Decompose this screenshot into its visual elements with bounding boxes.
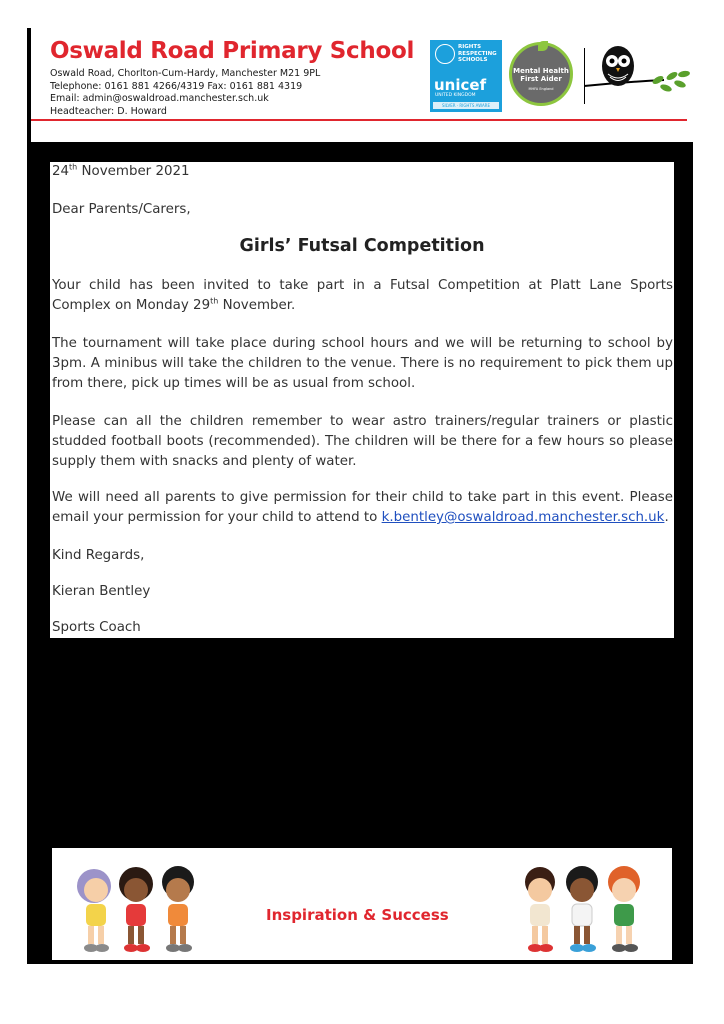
leaf-icon xyxy=(538,41,548,51)
unicef-country: UNITED KINGDOM xyxy=(435,93,476,98)
email-link[interactable]: k.bentley@oswaldroad.manchester.sch.uk xyxy=(381,510,665,525)
letter-body xyxy=(50,162,674,638)
mhfa-title: Mental Health First Aider xyxy=(513,67,569,83)
letter-signer-name: Kieran Bentley xyxy=(52,584,151,599)
unicef-award-strip: SILVER · RIGHTS AWARE xyxy=(433,102,499,109)
school-headteacher: Headteacher: D. Howard xyxy=(50,105,167,117)
owl-on-branch-logo xyxy=(584,44,690,104)
unicef-wordmark: unicef xyxy=(434,76,487,94)
school-telephone: Telephone: 0161 881 4266/4319 Fax: 0161 881 4319 xyxy=(50,80,303,92)
letter-paragraph-1: Your child has been invited to take part in a Futsal Competition at Platt Lane Sports Complex on Monday 29th November. xyxy=(52,278,673,313)
letter-closing: Kind Regards, xyxy=(52,548,145,563)
school-email: Email: admin@oswaldroad.manchester.sch.uk xyxy=(50,93,269,104)
school-motto: Inspiration & Success xyxy=(266,906,449,924)
letter-date: 24th November 2021 xyxy=(52,162,190,179)
school-name: Oswald Road Primary School xyxy=(50,38,415,64)
school-address: Oswald Road, Chorlton-Cum-Hardy, Manchester M21 9PL xyxy=(50,68,321,79)
children-illustration-left xyxy=(64,860,214,958)
school-contact-block xyxy=(50,68,320,118)
letter-paragraph-4: We will need all parents to give permission for their child to take part in this event. Please email your permission for your child to attend to k.bentley@oswaldroad.manchester.sch.uk. xyxy=(52,490,673,525)
mental-health-first-aider-logo xyxy=(509,42,573,106)
mhfa-sub: MHFA England xyxy=(528,87,554,91)
header-divider xyxy=(31,119,687,121)
footer-banner xyxy=(52,848,672,960)
header-left-bar xyxy=(27,28,31,142)
letter-signer-role: Sports Coach xyxy=(52,620,141,635)
unicef-rights-respecting-logo xyxy=(430,40,502,112)
letter-title: Girls’ Futsal Competition xyxy=(239,236,485,256)
letter-paragraph-2: The tournament will take place during school hours and we will be returning to school by 3pm. A minibus will take the children to the venue. There is no requirement to pick them up from there, pick up times will be as usual from school. xyxy=(52,336,673,391)
letter-paragraph-3: Please can all the children remember to wear astro trainers/regular trainers or plastic studded football boots (recommended). The children will be there for a few hours so please supply them with snacks and plenty of water. xyxy=(52,414,673,469)
children-illustration-right xyxy=(510,860,660,958)
rrs-text: RIGHTS RESPECTING SCHOOLS xyxy=(458,44,497,63)
letter-salutation: Dear Parents/Carers, xyxy=(52,202,191,217)
globe-icon xyxy=(435,44,455,64)
